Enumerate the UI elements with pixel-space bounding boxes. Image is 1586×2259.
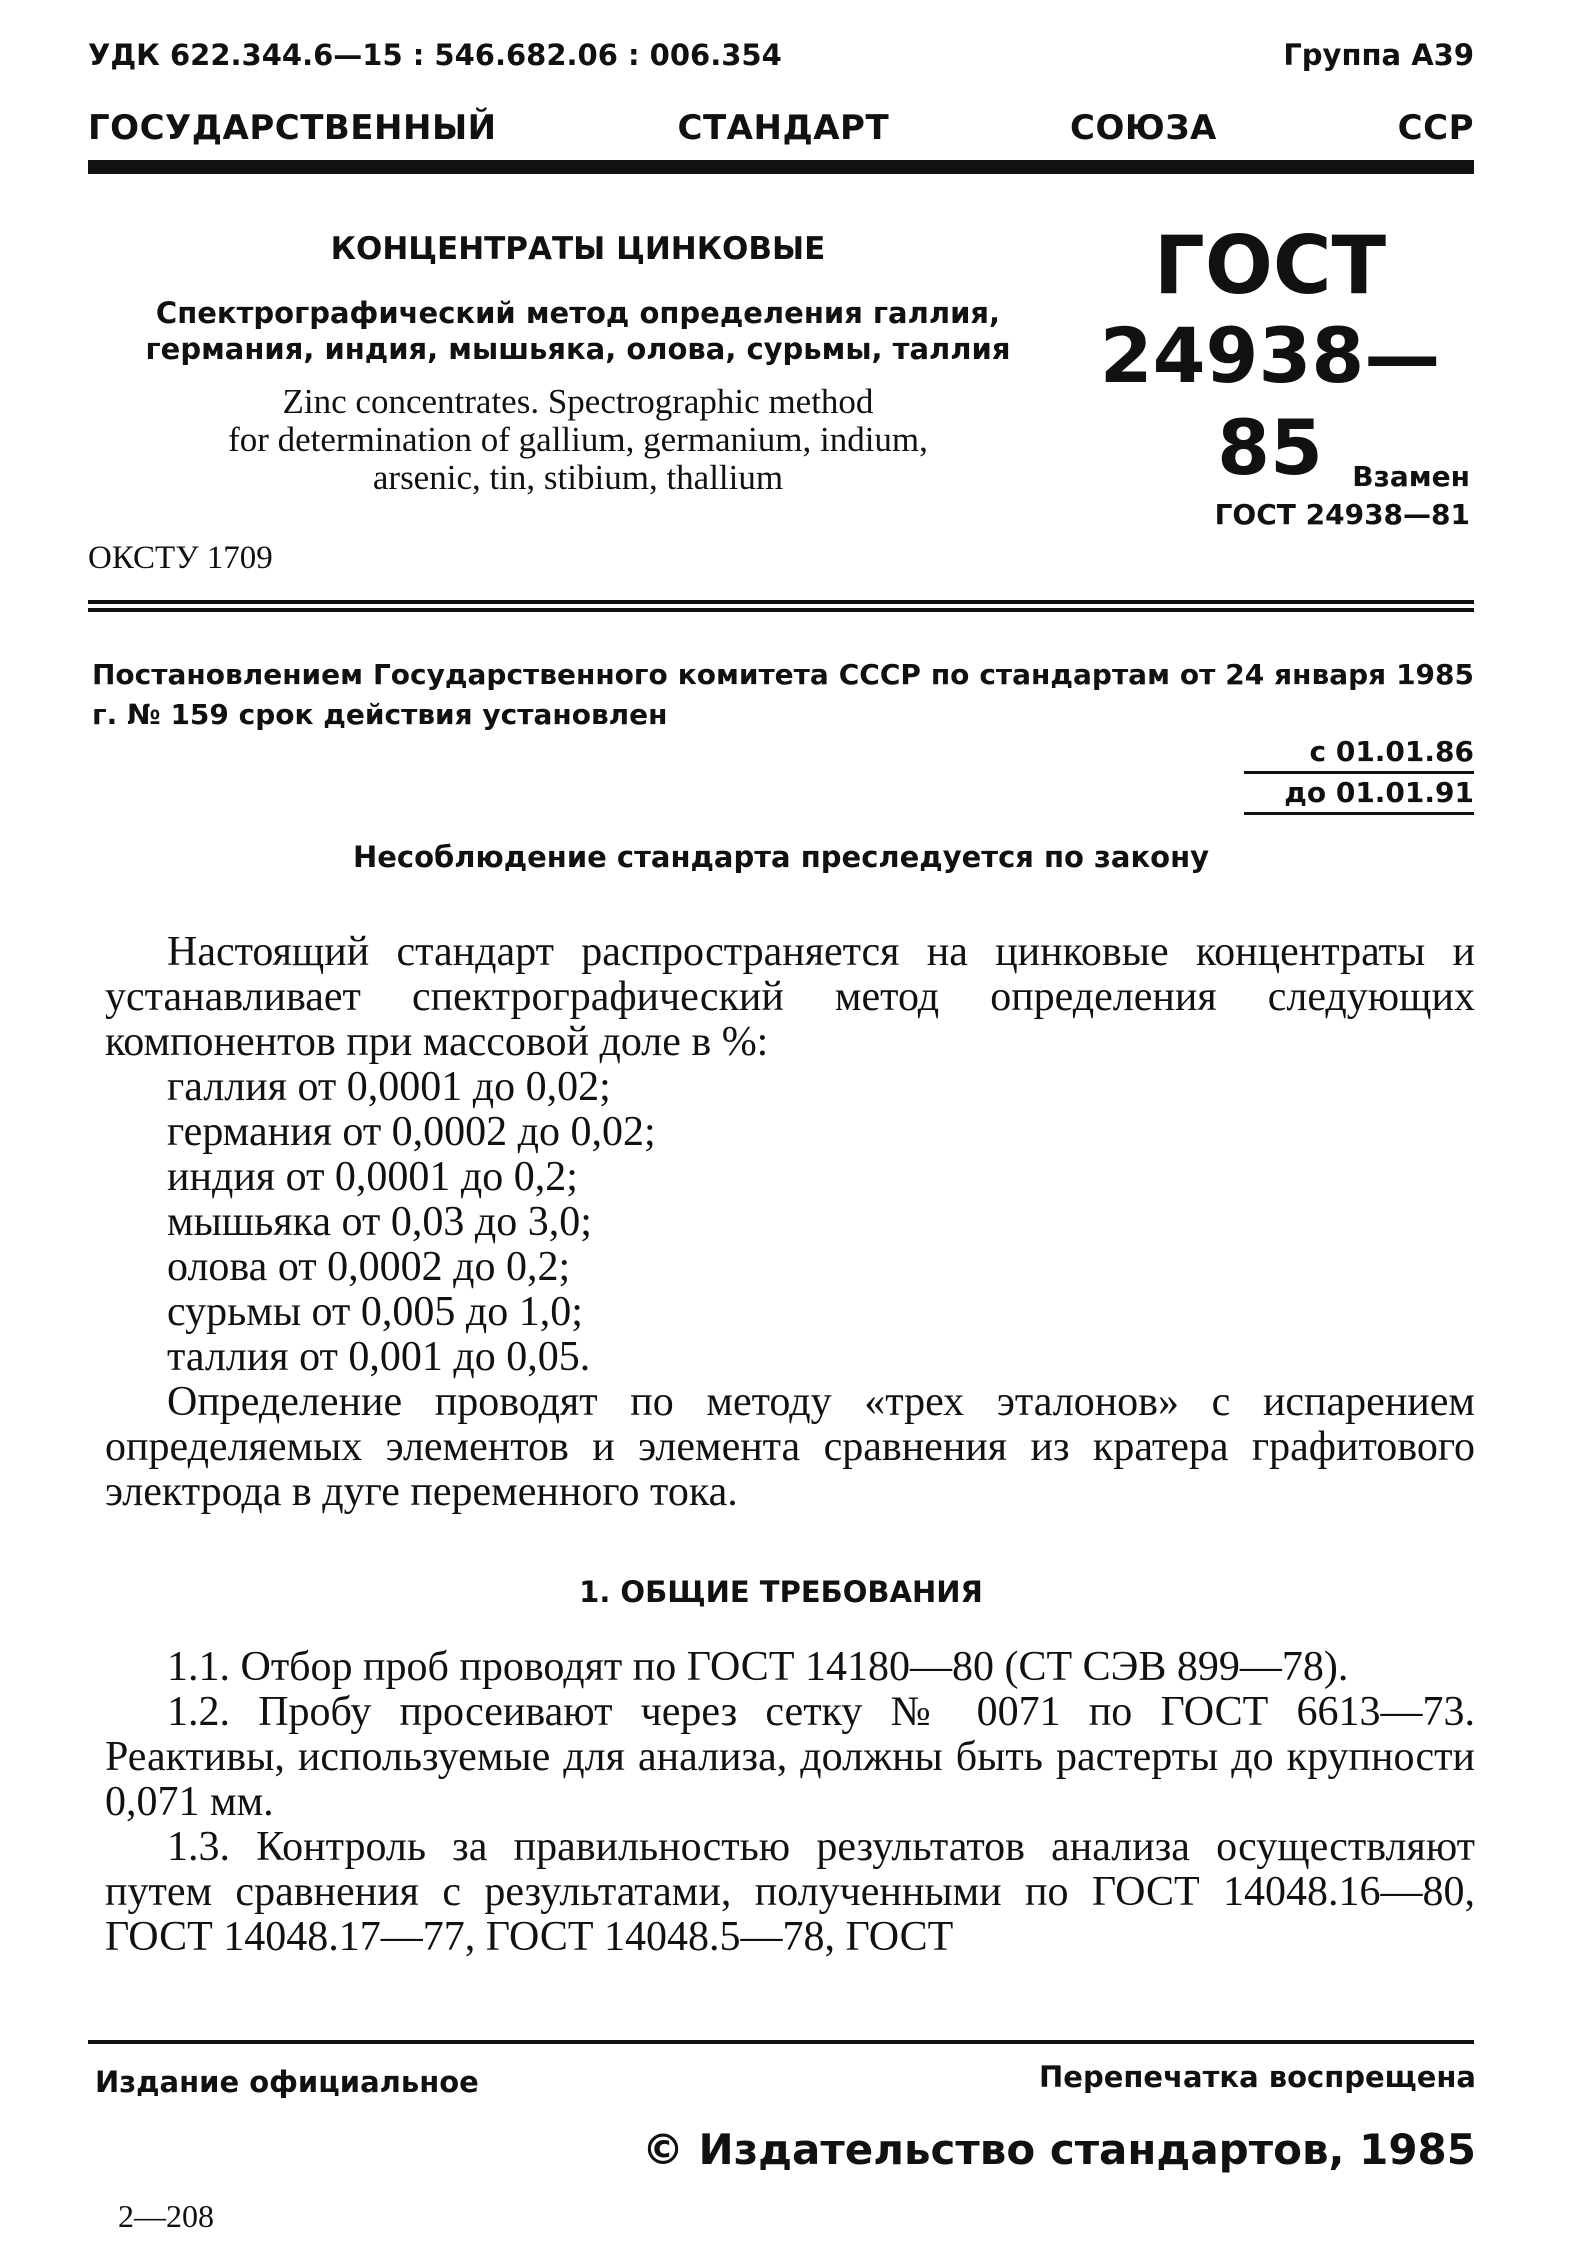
- title-divider: [88, 608, 1474, 612]
- english-title-line: for determination of gallium, germanium, indium,: [228, 420, 928, 459]
- okstu-code: ОКСТУ 1709: [88, 540, 273, 576]
- title-block: [88, 225, 1068, 497]
- reprint-notice: Перепечатка воспрещена: [1039, 2060, 1476, 2094]
- law-notice: Несоблюдение стандарта преследуется по закону: [352, 840, 1210, 874]
- intro-section: [105, 930, 1475, 1515]
- print-code: 2—208: [118, 2198, 214, 2234]
- clause-1-3: 1.3. Контроль за правильностью результатов анализа осуществляют путем сравнения с результатами, полученными по ГОСТ 14048.16—80, ГОСТ 14048.17—77, ГОСТ 14048.5—78, ГОСТ: [105, 1824, 1475, 1960]
- method-paragraph: Определение проводят по методу «трех эталонов» с испарением определяемых элементов и элемента сравнения из кратера графитового электрода в дуге переменного тока.: [105, 1379, 1475, 1515]
- banner-word: СОЮЗА: [1070, 108, 1217, 148]
- component-item: таллия от 0,001 до 0,05.: [167, 1334, 591, 1380]
- english-title-line: Zinc concentrates. Spectrographic method: [282, 382, 874, 421]
- udk-code: УДК 622.344.6—15 : 546.682.06 : 006.354: [88, 38, 782, 72]
- intro-paragraph: Настоящий стандарт распространяется на цинковые концентраты и устанавливает спектрографический метод определения следующих компонентов при массовой доле в %:: [105, 929, 1475, 1065]
- replaces-value: ГОСТ 24938—81: [1214, 498, 1470, 531]
- gost-label: ГОСТ: [1153, 219, 1387, 312]
- subtitle-line: Спектрографический метод определения галлия,: [155, 296, 1001, 330]
- replaces-block: [1150, 458, 1470, 534]
- gost-number: 24938—85: [1099, 311, 1441, 492]
- state-standard-banner: [88, 108, 1474, 148]
- subtitle-line: германия, индия, мышьяка, олова, сурьмы, таллия: [145, 332, 1011, 366]
- document-title: КОНЦЕНТРАТЫ ЦИНКОВЫЕ: [330, 231, 826, 267]
- decree-text: Постановлением Государственного комитета СССР по стандартам от 24 января 1985 г. № 159 срок действия установлен: [92, 658, 1474, 731]
- component-item: галлия от 0,0001 до 0,02;: [167, 1064, 611, 1110]
- validity-dates: [1244, 733, 1474, 815]
- clause-1-1: 1.1. Отбор проб проводят по ГОСТ 14180—80 (СТ СЭВ 899—78).: [167, 1644, 1349, 1690]
- valid-until: до 01.01.91: [1244, 774, 1474, 815]
- section-body: [105, 1645, 1475, 1960]
- english-title: [88, 383, 1068, 497]
- banner-word: ССР: [1397, 108, 1474, 148]
- english-title-line: arsenic, tin, stibium, thallium: [372, 458, 784, 497]
- footer-divider: [88, 2040, 1474, 2044]
- component-item: германия от 0,0002 до 0,02;: [167, 1109, 656, 1155]
- clause-1-2: 1.2. Пробу просеивают через сетку № 0071 по ГОСТ 6613—73. Реактивы, используемые для анализа, должны быть растерты до крупности 0,071 мм.: [105, 1689, 1475, 1825]
- component-item: сурьмы от 0,005 до 1,0;: [167, 1289, 583, 1335]
- components-list: [105, 1065, 1475, 1380]
- document-subtitle: [88, 295, 1068, 367]
- publisher-copyright: © Издательство стандартов, 1985: [641, 2125, 1476, 2174]
- component-item: индия от 0,0001 до 0,2;: [167, 1154, 578, 1200]
- valid-from: с 01.01.86: [1244, 733, 1474, 774]
- section-heading: 1. ОБЩИЕ ТРЕБОВАНИЯ: [579, 1575, 983, 1609]
- header-divider: [88, 160, 1474, 174]
- component-item: мышьяка от 0,03 до 3,0;: [167, 1199, 592, 1245]
- official-edition: Издание официальное: [95, 2065, 479, 2099]
- title-divider: [88, 600, 1474, 604]
- replaces-label: Взамен: [1352, 460, 1470, 493]
- group-code: Группа А39: [1283, 38, 1474, 72]
- banner-word: ГОСУДАРСТВЕННЫЙ: [88, 108, 497, 148]
- component-item: олова от 0,0002 до 0,2;: [167, 1244, 571, 1290]
- banner-word: СТАНДАРТ: [677, 108, 890, 148]
